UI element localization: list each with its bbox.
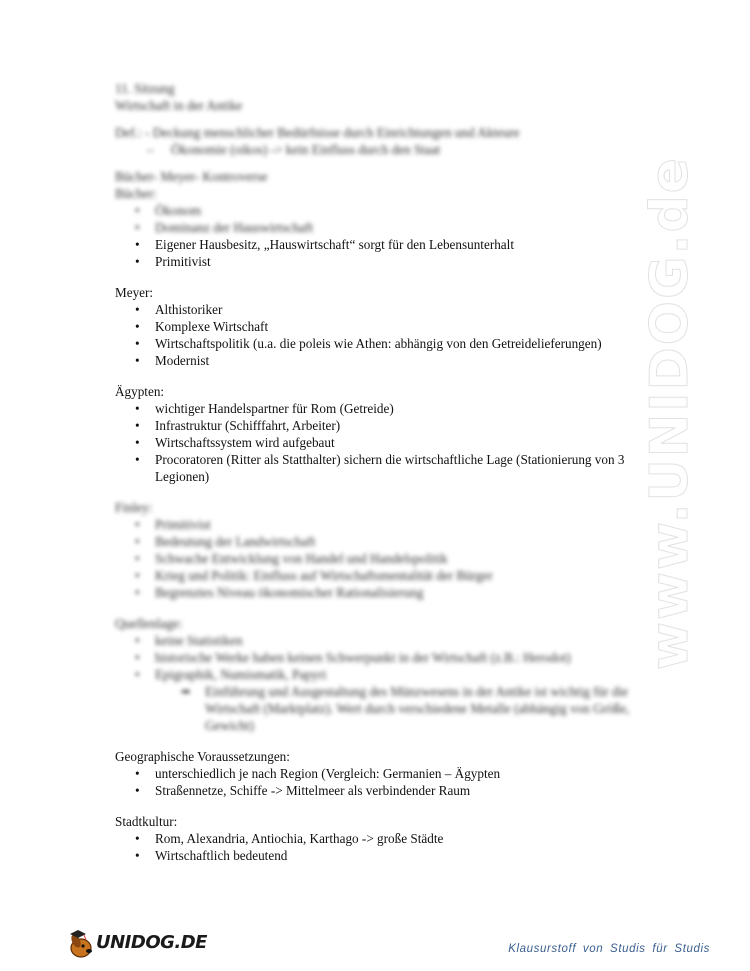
list-item: • Rom, Alexandria, Antiochia, Karthago -> große Städte [115, 830, 635, 847]
list-item: • keine Statistiken [115, 632, 635, 649]
meyer-list [115, 301, 635, 369]
list-item: • Wirtschaftlich bedeutend [115, 847, 635, 864]
footer-slogan: Klausurstoff von Studis für Studis [508, 943, 710, 955]
list-item: • Begrenztes Niveau ökonomischer Rationalisierung [115, 584, 635, 601]
document-body [115, 80, 635, 864]
finley-heading: Finley: [115, 500, 153, 515]
watermark: www.UNIDOG.de [640, 156, 700, 670]
stadtkultur-heading: Stadtkultur: [115, 814, 178, 829]
finley-block [115, 499, 635, 601]
list-item: • Modernist [115, 352, 635, 369]
list-item: • Procoratoren (Ritter als Statthalter) sichern die wirtschaftliche Lage (Stationierung von 3 Legionen) [115, 451, 635, 485]
list-item: • Dominanz der Hauswirtschaft [115, 219, 635, 236]
list-item: • Bedeutung der Landwirtschaft [115, 533, 635, 550]
list-item: • Ökonom [115, 202, 635, 219]
logo-text: UNIDOG.DE [96, 932, 207, 953]
list-item: • Primitivist [115, 253, 635, 270]
buecher-heading: Bücher: [115, 186, 157, 201]
stadtkultur-list [115, 830, 635, 864]
list-item: • Primitivist [115, 516, 635, 533]
buecher-list [115, 202, 635, 270]
blurred-header [115, 80, 635, 114]
definition-block [115, 124, 635, 158]
list-item: • unterschiedlich je nach Region (Vergleich: Germanien – Ägypten [115, 765, 635, 782]
definition-sub: – Ökonomie (oikos) -> kein Einfluss durch den Staat [115, 141, 635, 158]
list-item: • wichtiger Handelspartner für Rom (Getreide) [115, 400, 635, 417]
arrow-list-item: ➡ Einführung und Ausgestaltung des Münzwesens in der Antike ist wichtig für die Wirtschaft (Marktplatz). Wert durch verschiedene Metalle (abhängig von Größe, Gewicht) [115, 683, 635, 734]
session-label: 11. Sitzung [115, 81, 175, 96]
geographie-heading: Geographische Voraussetzungen: [115, 749, 290, 764]
list-item: • historische Werke haben keinen Schwerpunkt in der Wirtschaft (z.B.: Herodot) [115, 649, 635, 666]
list-item: • Schwache Entwicklung von Handel und Handelspolitik [115, 550, 635, 567]
unidog-logo[interactable] [66, 928, 207, 960]
meyer-heading: Meyer: [115, 285, 154, 300]
list-item: • Wirtschaftspolitik (u.a. die poleis wie Athen: abhängig von den Getreidelieferungen) [115, 335, 635, 352]
definition-text: Def.: - Deckung menschlicher Bedürfnisse durch Einrichtungen und Akteure [115, 125, 520, 140]
geographie-list [115, 765, 635, 799]
list-item: • Krieg und Politik: Einfluss auf Wirtschaftsmentalität der Bürger [115, 567, 635, 584]
dog-mascot-icon [66, 928, 96, 960]
quellenlage-heading: Quellenlage: [115, 616, 183, 631]
list-item: • Komplexe Wirtschaft [115, 318, 635, 335]
aegypten-heading: Ägypten: [115, 384, 165, 399]
list-item: • Epigraphik, Numismatik, Papyri [115, 666, 635, 683]
list-item: • Althistoriker [115, 301, 635, 318]
list-item: • Wirtschaftssystem wird aufgebaut [115, 434, 635, 451]
list-item: • Straßennetze, Schiffe -> Mittelmeer als verbindender Raum [115, 782, 635, 799]
debate-heading: Bücher- Meyer- Kontroverse [115, 169, 268, 184]
aegypten-list [115, 400, 635, 485]
doc-title: Wirtschaft in der Antike [115, 98, 243, 113]
list-item: • Infrastruktur (Schifffahrt, Arbeiter) [115, 417, 635, 434]
quellenlage-block [115, 615, 635, 734]
list-item: • Eigener Hausbesitz, „Hauswirtschaft“ sorgt für den Lebensunterhalt [115, 236, 635, 253]
